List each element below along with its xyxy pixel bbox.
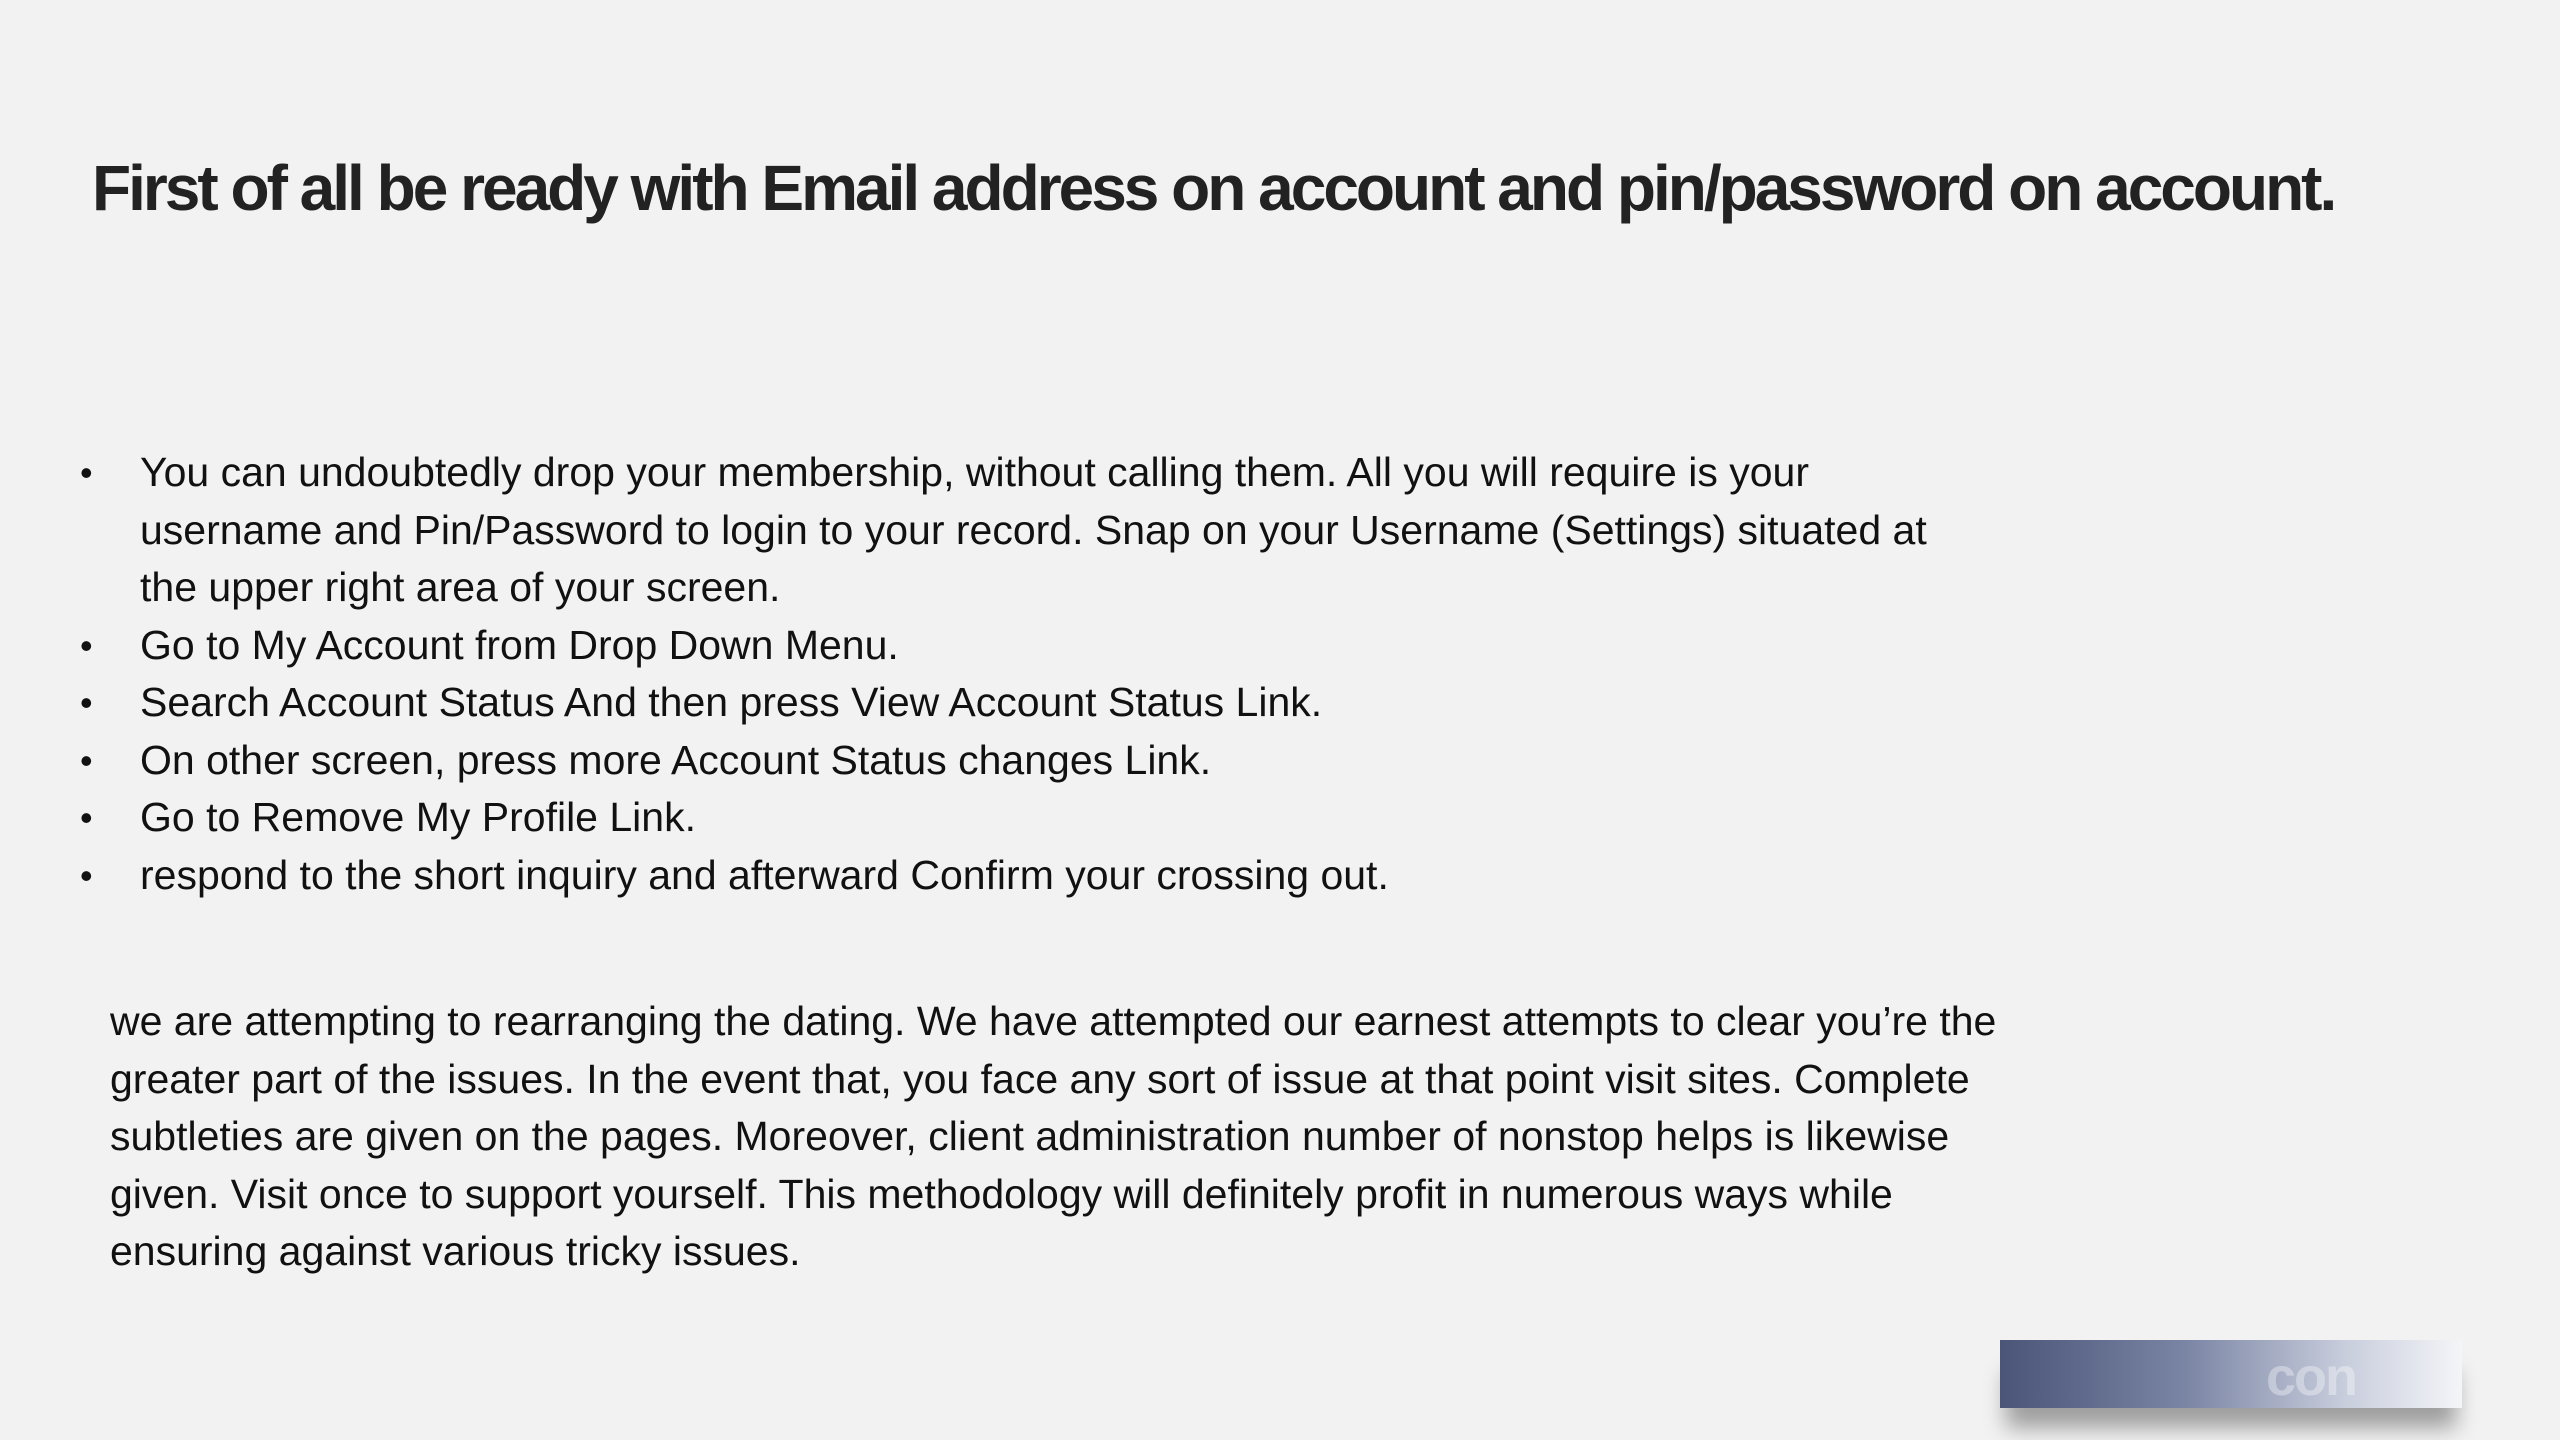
bullet-text: respond to the short inquiry and afterward Confirm your crossing out. bbox=[140, 851, 1389, 898]
list-item bbox=[72, 847, 1972, 905]
bullet-text: You can undoubtedly drop your membership, without calling them. All you will require is your username and Pin/Password to login to your record. Snap on your Username (Settings) situated at the upper right area of your screen. bbox=[140, 449, 1927, 610]
list-item bbox=[72, 674, 1972, 732]
bullet-dot-icon: • bbox=[80, 682, 93, 723]
bullet-list bbox=[72, 444, 1972, 904]
bullet-text: On other screen, press more Account Status changes Link. bbox=[140, 736, 1212, 783]
bullet-text: Go to My Account from Drop Down Menu. bbox=[140, 621, 899, 668]
slide-title: First of all be ready with Email address on account and pin/password on account. bbox=[92, 152, 2335, 224]
watermark-logo-icon: con bbox=[2265, 1347, 2356, 1407]
list-item bbox=[72, 617, 1972, 675]
footer-logo bbox=[2000, 1340, 2462, 1408]
list-item bbox=[72, 444, 1972, 617]
bullet-dot-icon: • bbox=[80, 452, 93, 493]
list-item bbox=[72, 789, 1972, 847]
list-item bbox=[72, 732, 1972, 790]
bullet-text: Search Account Status And then press View Account Status Link. bbox=[140, 679, 1323, 725]
bullet-dot-icon: • bbox=[80, 739, 93, 781]
bullet-text: Go to Remove My Profile Link. bbox=[140, 794, 696, 840]
bullet-dot-icon: • bbox=[80, 624, 93, 666]
bullet-dot-icon: • bbox=[80, 854, 93, 896]
body-paragraph: we are attempting to rearranging the dating. We have attempted our earnest attempts to clear you’re the greater part of the issues. In the event that, you face any sort of issue at that point visit sites. Complete subtleties are given on the pages. Moreover, client administration number of nonstop helps is likewise given. Visit once to support yourself. This methodology will definitely profit in numerous ways while ensuring against various tricky issues. bbox=[110, 998, 1997, 1274]
bullet-dot-icon: • bbox=[80, 797, 93, 838]
